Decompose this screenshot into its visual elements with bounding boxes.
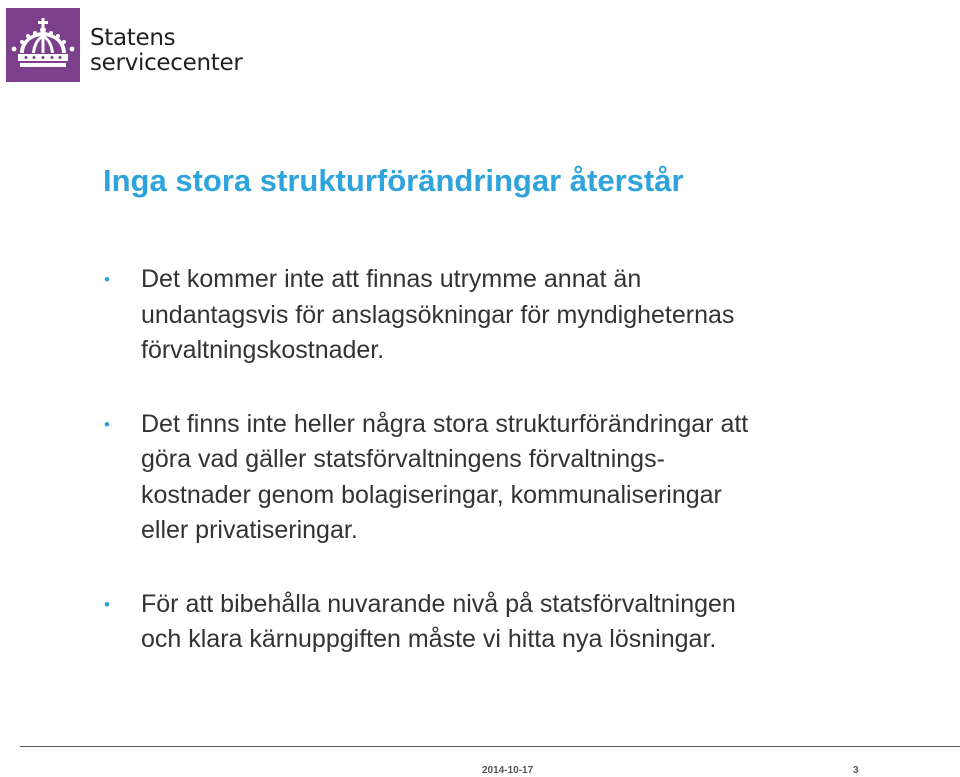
- bullet-item: [104, 407, 904, 549]
- bullet-line: Det finns inte heller några stora strukturförändringar att: [141, 409, 749, 438]
- bullet-line: För att bibehålla nuvarande nivå på statsförvaltningen: [141, 589, 736, 618]
- bullet-line: och klara kärnuppgiften måste vi hitta nya lösningar.: [141, 625, 717, 653]
- logo: [6, 8, 256, 82]
- bullet-dot-icon: •: [104, 594, 110, 614]
- bullet-line: förvaltningskostnader.: [141, 336, 385, 364]
- slide-title: Inga stora strukturförändringar återstår: [103, 163, 684, 198]
- footer-divider: [20, 746, 960, 747]
- bullet-dot-icon: •: [104, 414, 110, 434]
- bullet-line: kostnader genom bolagiseringar, kommunaliseringar: [141, 480, 722, 509]
- bullet-item: [104, 587, 904, 658]
- crown-icon: [6, 8, 80, 82]
- page-number: 3: [853, 765, 859, 776]
- logo-line-1: Statens: [90, 25, 176, 51]
- bullet-dot-icon: •: [104, 270, 110, 289]
- bullet-item: [104, 262, 904, 369]
- bullet-line: Det kommer inte att finnas utrymme annat än: [141, 265, 642, 293]
- logo-text: [90, 26, 243, 76]
- footer-date: 2014-10-17: [482, 765, 534, 776]
- logo-mark: [6, 8, 80, 82]
- bullet-line: undantagsvis för anslagsökningar för myndigheternas: [141, 300, 735, 329]
- bullet-list: [104, 262, 904, 658]
- bullet-line: eller privatiseringar.: [141, 516, 358, 544]
- bullet-line: göra vad gäller statsförvaltningens förvaltnings-: [141, 445, 665, 473]
- logo-line-2: servicecenter: [90, 50, 243, 76]
